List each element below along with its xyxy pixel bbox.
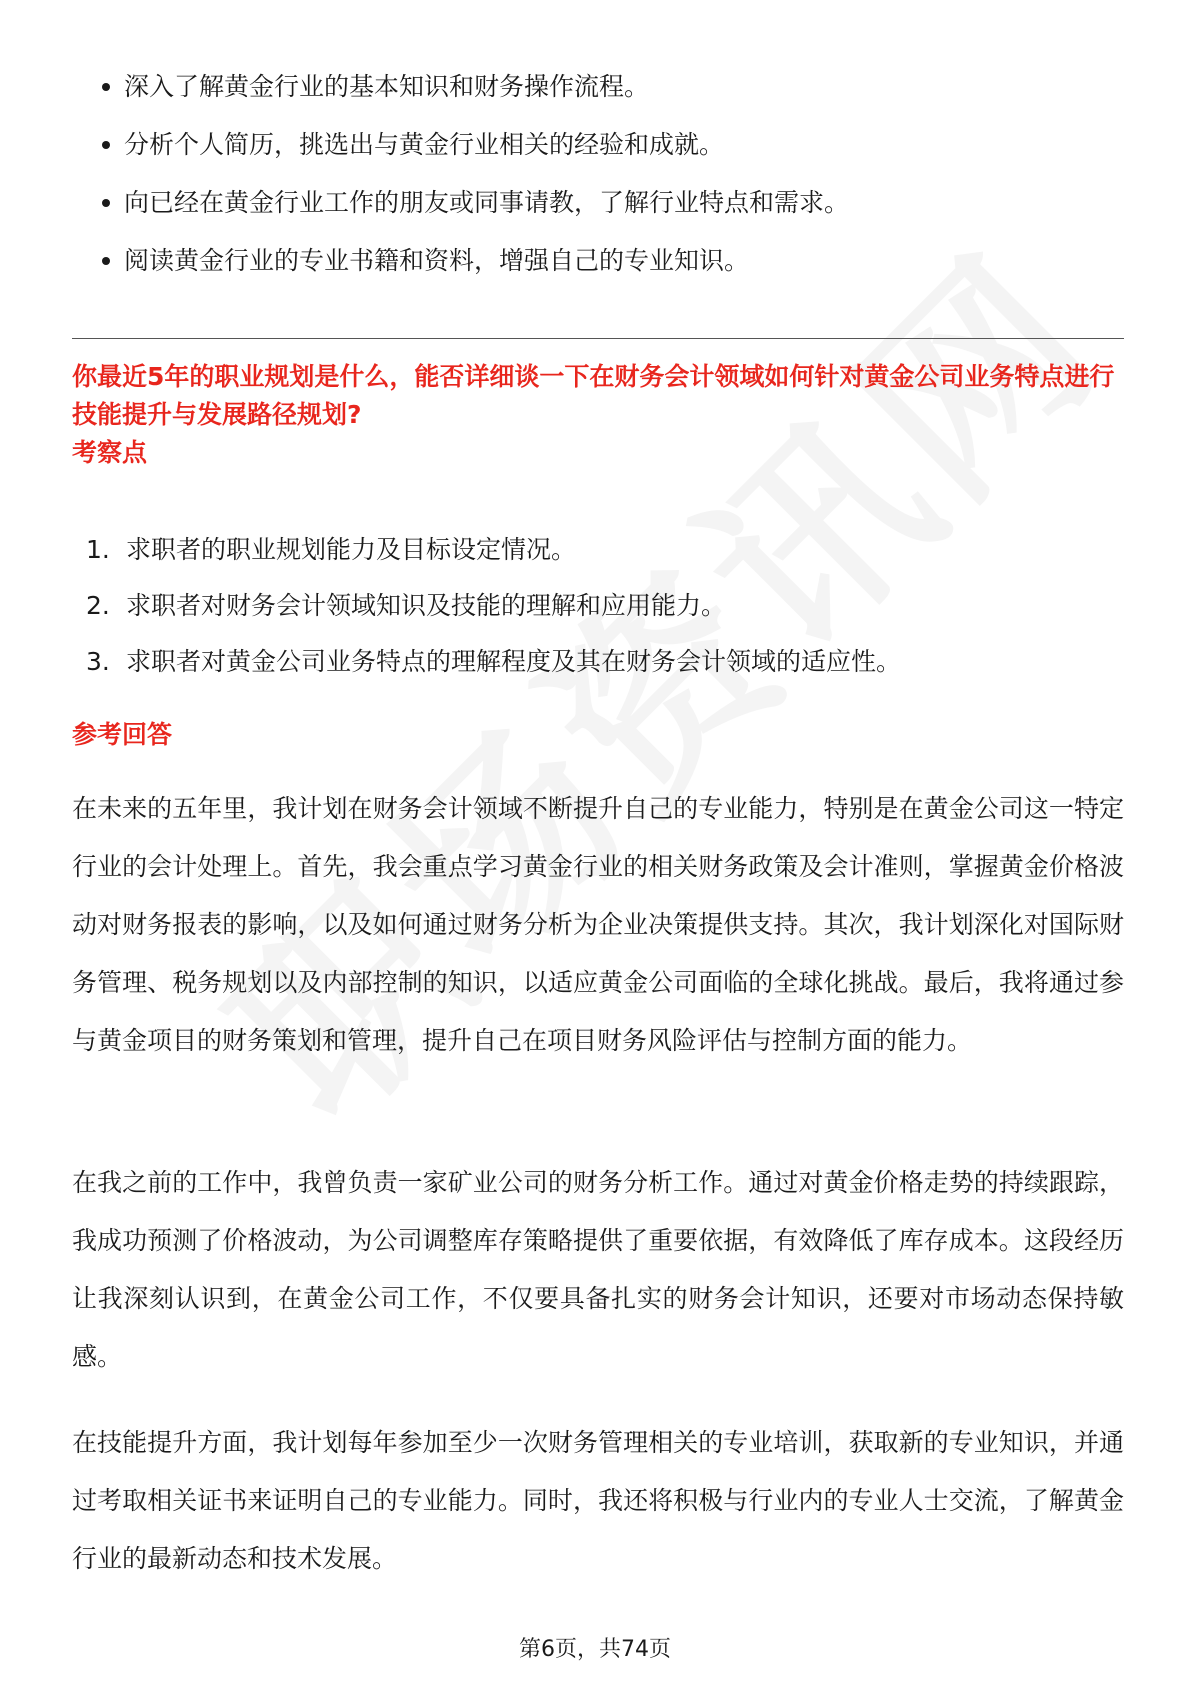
list-item (72, 174, 1124, 232)
answer-paragraph: 在未来的五年里，我计划在财务会计领域不断提升自己的专业能力，特别是在黄金公司这一特定行业的会计处理上。首先，我会重点学习黄金行业的相关财务政策及会计准则，掌握黄金价格波动对财务报表的影响，以及如何通过财务分析为企业决策提供支持。其次，我计划深化对国际财务管理、税务规划以及内部控制的知识，以适应黄金公司面临的全球化挑战。最后，我将通过参与黄金项目的财务策划和管理，提升自己在项目财务风险评估与控制方面的能力。 (72, 794, 1124, 1055)
question-heading: 你最近5年的职业规划是什么，能否详细谈一下在财务会计领域如何针对黄金公司业务特点进行技能提升与发展路径规划? (72, 362, 1115, 429)
list-item (72, 634, 1124, 690)
bullet-text: 深入了解黄金行业的基本知识和财务操作流程。 (124, 72, 650, 101)
list-item (72, 522, 1124, 578)
item-number: 2. (86, 591, 110, 620)
list-item (72, 578, 1124, 634)
exam-points-list (72, 522, 1124, 690)
exam-points-title: 考察点 (72, 438, 148, 467)
bullet-text: 阅读黄金行业的专业书籍和资料，增强自己的专业知识。 (124, 246, 750, 275)
answer-paragraph: 在我之前的工作中，我曾负责一家矿业公司的财务分析工作。通过对黄金价格走势的持续跟踪，我成功预测了价格波动，为公司调整库存策略提供了重要依据，有效降低了库存成本。这段经历让我深刻认识到，在黄金公司工作，不仅要具备扎实的财务会计知识，还要对市场动态保持敏感。 (72, 1168, 1124, 1371)
bullet-text: 分析个人简历，挑选出与黄金行业相关的经验和成就。 (124, 130, 725, 159)
bullet-icon (102, 141, 110, 149)
bullet-text: 向已经在黄金行业工作的朋友或同事请教，了解行业特点和需求。 (124, 188, 850, 217)
section-divider (72, 338, 1124, 339)
list-item (72, 116, 1124, 174)
page-footer: 第6页，共74页 (519, 1637, 671, 1662)
bullet-icon (102, 257, 110, 265)
list-item (72, 232, 1124, 290)
bullet-icon (102, 83, 110, 91)
bullet-list (72, 58, 1124, 290)
bullet-icon (102, 199, 110, 207)
item-text: 求职者对黄金公司业务特点的理解程度及其在财务会计领域的适应性。 (126, 647, 902, 676)
reference-answer-title: 参考回答 (72, 720, 173, 749)
item-number: 1. (86, 535, 110, 564)
item-text: 求职者对财务会计领域知识及技能的理解和应用能力。 (126, 591, 727, 620)
item-number: 3. (86, 647, 110, 676)
answer-paragraph: 在技能提升方面，我计划每年参加至少一次财务管理相关的专业培训，获取新的专业知识，并通过考取相关证书来证明自己的专业能力。同时，我还将积极与行业内的专业人士交流，了解黄金行业的最新动态和技术发展。 (72, 1428, 1124, 1573)
item-text: 求职者的职业规划能力及目标设定情况。 (126, 535, 577, 564)
list-item (72, 58, 1124, 116)
